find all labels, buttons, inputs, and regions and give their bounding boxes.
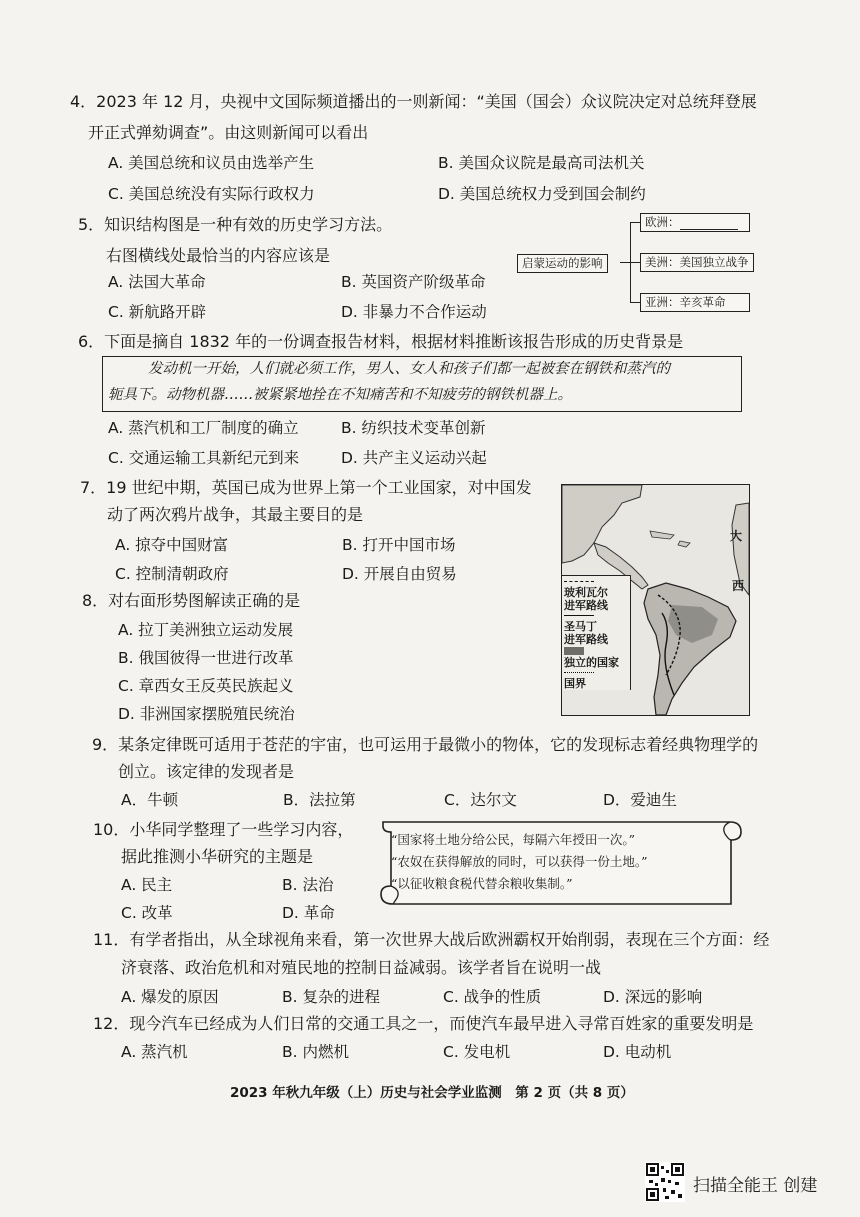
q9-option-d: D．爱迪生	[603, 791, 677, 809]
q5-option-b: B. 英国资产阶级革命	[341, 273, 486, 291]
q6-option-a: A. 蒸汽机和工厂制度的确立	[108, 419, 299, 437]
q11-stem-line2: 济衰落、政治危机和对殖民地的控制日益减弱。该学者旨在说明一战	[121, 958, 602, 977]
map-label-ocean-2: 西	[732, 579, 745, 593]
q8-option-d: D. 非洲国家摆脱殖民统治	[118, 705, 295, 723]
q4-option-d: D. 美国总统权力受到国会制约	[438, 185, 646, 203]
q10-stem-line2: 据此推测小华研究的主题是	[121, 847, 314, 866]
diagram-connector	[630, 262, 640, 263]
q8-option-a: A. 拉丁美洲独立运动发展	[118, 621, 294, 639]
q11-stem-line1: 11．有学者指出，从全球视角来看，第一次世界大战后欧洲霸权开始削弱，表现在三个方面：经	[93, 930, 770, 949]
q12-option-b: B. 内燃机	[282, 1043, 349, 1061]
q5-option-c: C. 新航路开辟	[108, 303, 207, 321]
q5-stem-line2: 右图横线处最恰当的内容应该是	[106, 246, 331, 265]
qr-code-icon	[645, 1162, 685, 1202]
q7-option-b: B. 打开中国市场	[342, 536, 456, 554]
q6-option-b: B. 纺织技术变革创新	[341, 419, 486, 437]
q10-option-b: B. 法治	[282, 876, 334, 894]
diagram-connector	[620, 262, 630, 263]
q6-option-c: C. 交通运输工具新纪元到来	[108, 449, 300, 467]
q10-option-c: C. 改革	[121, 904, 173, 922]
q6-quote-line1: 发动机一开始，人们就必须工作，男人、女人和孩子们都一起被套在钢铁和蒸汽的	[148, 361, 670, 377]
q4-option-c: C. 美国总统没有实际行政权力	[108, 185, 315, 203]
q5-option-a: A. 法国大革命	[108, 273, 206, 291]
q12-stem: 12．现今汽车已经成为人们日常的交通工具之一，而使汽车最早进入寻常百姓家的重要发明是	[93, 1014, 754, 1033]
q11-option-d: D. 深远的影响	[603, 988, 703, 1006]
q10-option-a: A. 民主	[121, 876, 173, 894]
diagram-europe-label: 欧洲：	[645, 215, 680, 229]
q7-stem-line2: 动了两次鸦片战争，其最主要目的是	[107, 505, 364, 524]
map-label-ocean-1: 大	[730, 529, 743, 543]
q11-option-a: A. 爆发的原因	[121, 988, 219, 1006]
q5-stem-line1: 5．知识结构图是一种有效的历史学习方法。	[78, 215, 393, 234]
q6-stem: 6．下面是摘自 1832 年的一份调查报告材料，根据材料推断该报告形成的历史背景是	[78, 332, 684, 351]
q9-stem-line2: 创立。该定律的发现者是	[118, 762, 295, 781]
diagram-america: 美洲：美国独立战争	[640, 253, 754, 272]
legend-san-martin-line1: 圣马丁	[564, 620, 597, 633]
legend-independent-symbol	[564, 646, 628, 656]
legend-bolivar-line2: 进军路线	[564, 599, 608, 612]
q12-option-a: A. 蒸汽机	[121, 1043, 188, 1061]
diagram-connector	[630, 222, 640, 223]
q4-stem-line1: 4．2023 年 12 月，央视中文国际频道播出的一则新闻：“美国（国会）众议院决定对总统拜登展	[70, 92, 757, 111]
legend-bolivar-line1: 玻利瓦尔	[564, 586, 608, 599]
q12-option-c: C. 发电机	[443, 1043, 511, 1061]
diagram-europe	[640, 213, 750, 232]
q7-option-d: D. 开展自由贸易	[342, 565, 457, 583]
legend-san-martin-line2: 进军路线	[564, 633, 608, 646]
legend-border-label: 国界	[564, 677, 586, 690]
q10-scroll-line3: “以征收粮食税代替余粮收集制。”	[391, 876, 573, 891]
q4-option-a: A. 美国总统和议员由选举产生	[108, 154, 315, 172]
diagram-connector	[630, 302, 640, 303]
diagram-blank-line	[680, 219, 738, 230]
q6-quote-line2: 轭具下。动物机器……被紧紧地拴在不知痛苦和不知疲劳的钢铁机器上。	[108, 387, 572, 403]
legend-bolivar-symbol	[564, 578, 628, 586]
q7-option-c: C. 控制清朝政府	[115, 565, 229, 583]
legend-independent-label: 独立的国家	[564, 656, 619, 669]
q7-stem-line1: 7．19 世纪中期，英国已成为世界上第一个工业国家，对中国发	[80, 478, 532, 497]
q10-scroll-line1: “国家将土地分给公民，每隔六年授田一次。”	[391, 832, 636, 847]
q4-stem-line2: 开正式弹劾调查”。由这则新闻可以看出	[88, 123, 369, 142]
diagram-asia: 亚洲：辛亥革命	[640, 293, 750, 312]
scanner-watermark: 扫描全能王 创建	[693, 1176, 818, 1196]
q8-option-b: B. 俄国彼得一世进行改革	[118, 649, 294, 667]
q12-option-d: D. 电动机	[603, 1043, 672, 1061]
q5-option-d: D. 非暴力不合作运动	[341, 303, 487, 321]
q9-option-c: C．达尔文	[444, 791, 517, 809]
q11-option-b: B. 复杂的进程	[282, 988, 380, 1006]
latin-america-map	[561, 484, 750, 716]
legend-san-martin-symbol	[564, 612, 628, 620]
map-caribbean	[678, 541, 690, 547]
q10-stem-line1: 10．小华同学整理了一些学习内容，	[93, 820, 354, 839]
page-footer: 2023 年秋九年级（上）历史与社会学业监测 第 2 页（共 8 页）	[230, 1085, 634, 1101]
q10-scroll-line2: “农奴在获得解放的同时，可以获得一份土地。”	[391, 854, 648, 869]
q9-stem-line1: 9．某条定律既可适用于苍茫的宇宙，也可运用于最微小的物体，它的发现标志着经典物理学的	[92, 735, 759, 754]
map-caribbean	[650, 531, 674, 539]
q8-stem: 8．对右面形势图解读正确的是	[82, 591, 301, 610]
map-south-america	[644, 583, 736, 715]
q4-option-b: B. 美国众议院是最高司法机关	[438, 154, 645, 172]
q6-option-d: D. 共产主义运动兴起	[341, 449, 487, 467]
q8-option-c: C. 章西女王反英民族起义	[118, 677, 294, 695]
legend-border-symbol	[564, 669, 628, 677]
q7-option-a: A. 掠夺中国财富	[115, 536, 229, 554]
map-legend	[562, 575, 631, 690]
q11-option-c: C. 战争的性质	[443, 988, 542, 1006]
q9-option-a: A．牛顿	[121, 791, 179, 809]
q10-option-d: D. 革命	[282, 904, 335, 922]
diagram-root: 启蒙运动的影响	[517, 254, 608, 273]
q9-option-b: B．法拉第	[283, 791, 356, 809]
